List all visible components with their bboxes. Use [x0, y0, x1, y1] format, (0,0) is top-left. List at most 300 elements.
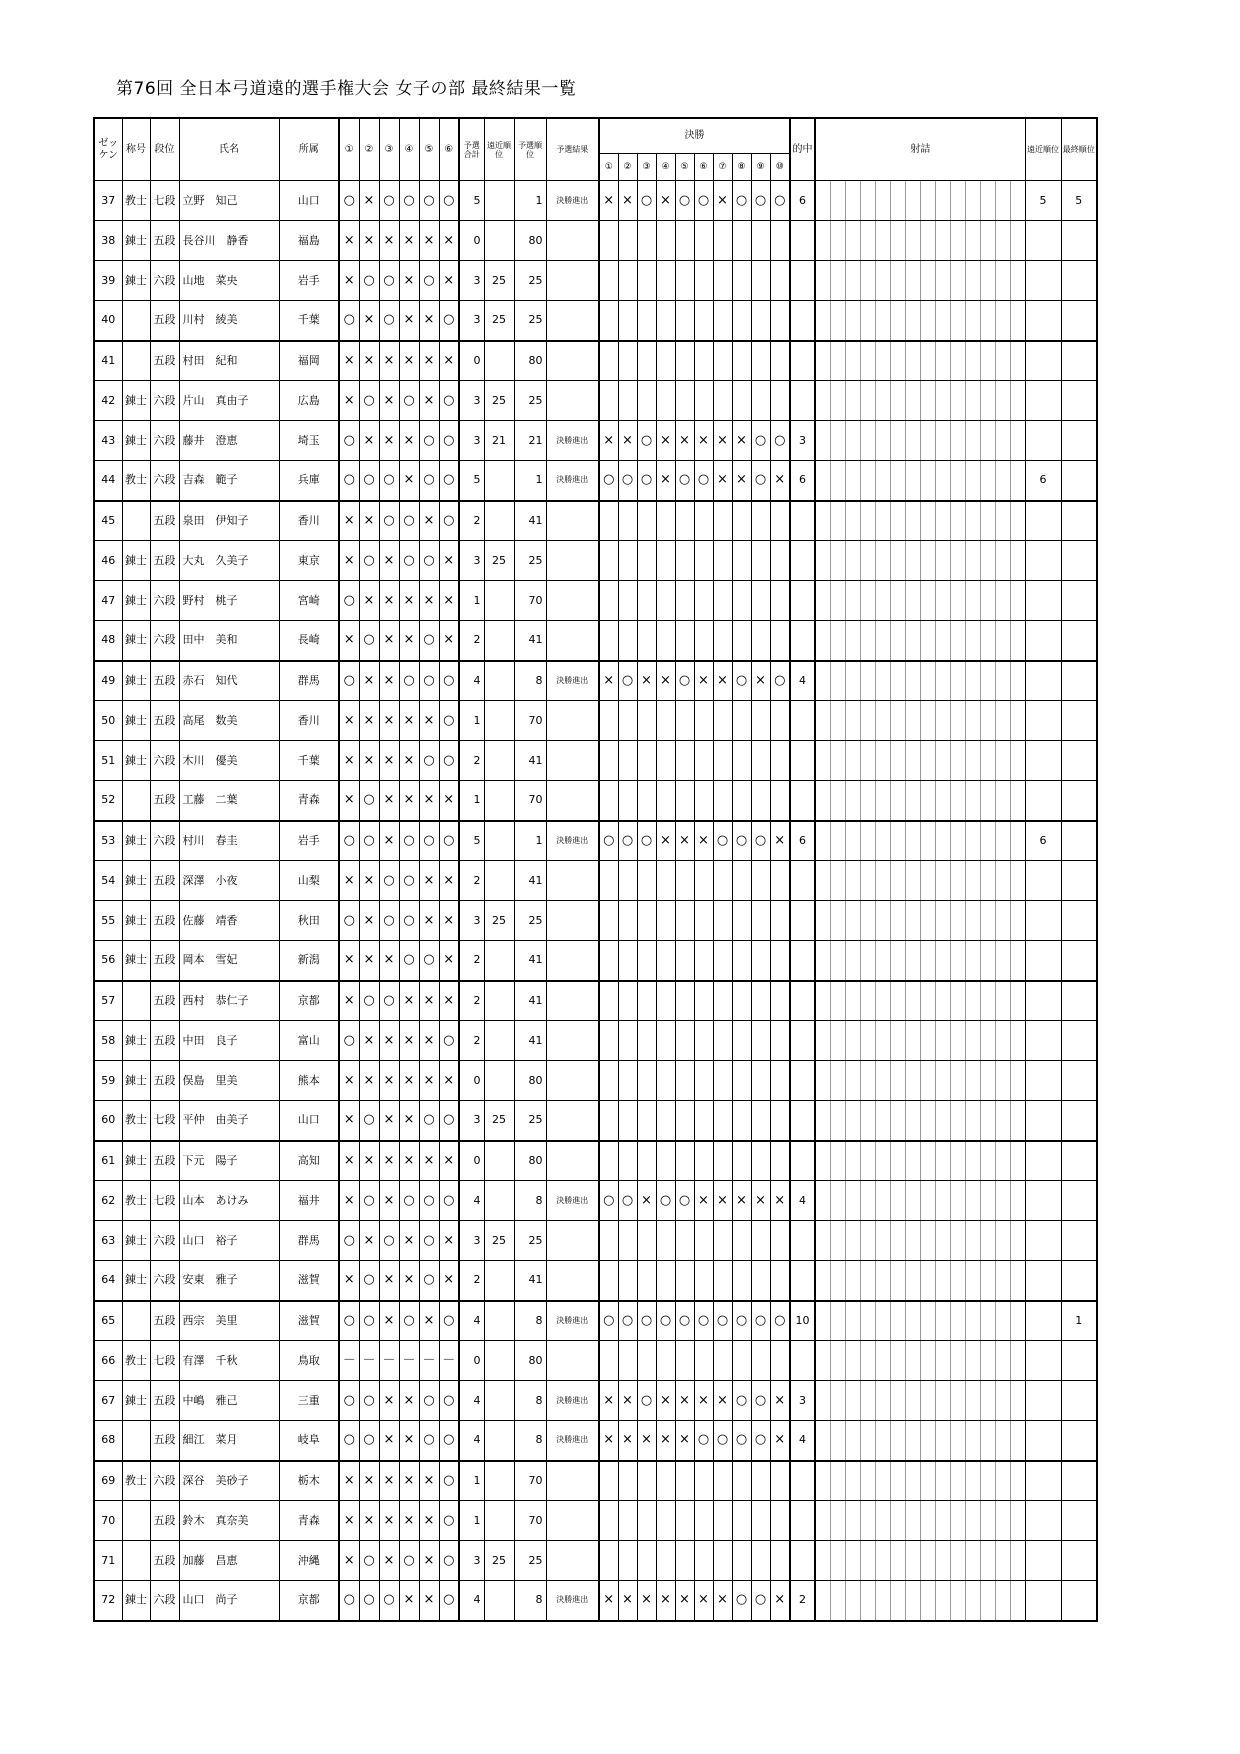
- final-rank-cell: [1061, 621, 1097, 661]
- final-shot-cell: [637, 1261, 656, 1301]
- prelim-shot-cell: ×: [379, 621, 399, 661]
- prelim-rank-cell: 25: [514, 1541, 546, 1581]
- final-shot-cell: ×: [637, 1421, 656, 1461]
- prelim-shot-cell: ×: [439, 981, 459, 1021]
- final-shot-cell: [770, 701, 790, 741]
- final-shot-cell: ×: [675, 1381, 694, 1421]
- final-shot-cell: ○: [599, 461, 618, 501]
- prelim-shot-cell: ×: [419, 781, 439, 821]
- prelim-shot-cell: ×: [359, 941, 379, 981]
- enkin-rank-cell: 6: [1025, 461, 1061, 501]
- prelim-result-cell: [546, 981, 599, 1021]
- final-shot-cell: [770, 861, 790, 901]
- final-shot-cell: ○: [656, 1181, 675, 1221]
- enkin-rank-cell: [1025, 501, 1061, 541]
- shogo-cell: 錬士: [122, 861, 150, 901]
- prelim-result-cell: 決勝進出: [546, 661, 599, 701]
- zekken-cell: 47: [94, 581, 122, 621]
- header-prelim-shot: ③: [379, 118, 399, 181]
- final-shot-cell: [675, 941, 694, 981]
- table-row: [94, 1501, 1097, 1541]
- shazume-cell: [815, 741, 1025, 781]
- final-shot-cell: [694, 941, 713, 981]
- prelim-result-cell: 決勝進出: [546, 1181, 599, 1221]
- shazume-cell: [815, 1221, 1025, 1261]
- final-shot-cell: ○: [770, 181, 790, 221]
- name-cell: 野村 桃子: [179, 581, 279, 621]
- prelim-shot-cell: ○: [439, 1301, 459, 1341]
- prelim-enkin-cell: [484, 1461, 514, 1501]
- prelim-shot-cell: ×: [419, 981, 439, 1021]
- final-shot-cell: ○: [694, 181, 713, 221]
- zekken-cell: 40: [94, 301, 122, 341]
- prelim-shot-cell: ○: [439, 701, 459, 741]
- prelim-shot-cell: ×: [359, 501, 379, 541]
- shazume-cell: [815, 1541, 1025, 1581]
- prelim-shot-cell: ×: [399, 341, 419, 381]
- hits-cell: [790, 581, 815, 621]
- shogo-cell: 錬士: [122, 581, 150, 621]
- shogo-cell: 錬士: [122, 1061, 150, 1101]
- table-row: [94, 1301, 1097, 1341]
- final-shot-cell: [637, 1021, 656, 1061]
- prelim-total-cell: 4: [459, 1301, 484, 1341]
- dan-cell: 六段: [150, 381, 179, 421]
- shazume-cell: [815, 821, 1025, 861]
- final-shot-cell: [694, 781, 713, 821]
- prelim-rank-cell: 1: [514, 821, 546, 861]
- pref-cell: 京都: [279, 1581, 339, 1621]
- prelim-shot-cell: ×: [379, 1101, 399, 1141]
- final-shot-cell: [618, 261, 637, 301]
- prelim-total-cell: 3: [459, 261, 484, 301]
- prelim-shot-cell: ×: [379, 1181, 399, 1221]
- dan-cell: 五段: [150, 1381, 179, 1421]
- shazume-cell: [815, 861, 1025, 901]
- dan-cell: 六段: [150, 1581, 179, 1621]
- prelim-enkin-cell: 25: [484, 541, 514, 581]
- prelim-result-cell: [546, 1461, 599, 1501]
- prelim-shot-cell: ○: [439, 1421, 459, 1461]
- prelim-shot-cell: ○: [439, 1381, 459, 1421]
- zekken-cell: 64: [94, 1261, 122, 1301]
- final-shot-cell: [751, 621, 770, 661]
- final-rank-cell: [1061, 221, 1097, 261]
- header-final-shot: ⑧: [732, 154, 751, 181]
- final-shot-cell: [751, 261, 770, 301]
- final-shot-cell: ×: [656, 461, 675, 501]
- pref-cell: 千葉: [279, 301, 339, 341]
- prelim-shot-cell: ○: [359, 621, 379, 661]
- prelim-shot-cell: ○: [419, 1261, 439, 1301]
- pref-cell: 香川: [279, 501, 339, 541]
- table-row: [94, 941, 1097, 981]
- name-cell: 片山 真由子: [179, 381, 279, 421]
- prelim-shot-cell: ×: [339, 1141, 359, 1181]
- final-shot-cell: [675, 1261, 694, 1301]
- prelim-shot-cell: ○: [419, 941, 439, 981]
- prelim-shot-cell: ○: [379, 461, 399, 501]
- final-shot-cell: ○: [770, 1301, 790, 1341]
- dan-cell: 五段: [150, 341, 179, 381]
- prelim-result-cell: [546, 1261, 599, 1301]
- shazume-cell: [815, 1021, 1025, 1061]
- prelim-shot-cell: ×: [419, 701, 439, 741]
- final-shot-cell: [732, 1021, 751, 1061]
- prelim-total-cell: 5: [459, 821, 484, 861]
- pref-cell: 秋田: [279, 901, 339, 941]
- final-shot-cell: [599, 1501, 618, 1541]
- prelim-shot-cell: ×: [379, 1501, 399, 1541]
- prelim-enkin-cell: [484, 1421, 514, 1461]
- final-shot-cell: [732, 741, 751, 781]
- prelim-shot-cell: ×: [419, 1061, 439, 1101]
- final-shot-cell: ×: [770, 461, 790, 501]
- prelim-shot-cell: ×: [419, 301, 439, 341]
- final-shot-cell: [732, 1061, 751, 1101]
- prelim-total-cell: 1: [459, 1501, 484, 1541]
- final-shot-cell: [656, 1501, 675, 1541]
- enkin-rank-cell: [1025, 421, 1061, 461]
- final-shot-cell: [656, 301, 675, 341]
- final-shot-cell: ×: [732, 461, 751, 501]
- dan-cell: 五段: [150, 1021, 179, 1061]
- shazume-cell: [815, 701, 1025, 741]
- prelim-total-cell: 3: [459, 421, 484, 461]
- prelim-rank-cell: 41: [514, 621, 546, 661]
- final-shot-cell: [713, 581, 732, 621]
- hits-cell: [790, 1501, 815, 1541]
- shazume-cell: [815, 541, 1025, 581]
- final-shot-cell: [751, 781, 770, 821]
- enkin-rank-cell: [1025, 1221, 1061, 1261]
- prelim-shot-cell: ×: [339, 1461, 359, 1501]
- zekken-cell: 38: [94, 221, 122, 261]
- header-name: 氏名: [179, 118, 279, 181]
- final-shot-cell: [675, 261, 694, 301]
- final-shot-cell: [751, 1141, 770, 1181]
- final-shot-cell: [637, 981, 656, 1021]
- prelim-total-cell: 5: [459, 181, 484, 221]
- final-shot-cell: [675, 701, 694, 741]
- zekken-cell: 72: [94, 1581, 122, 1621]
- header-hits: 的中: [790, 118, 815, 181]
- dan-cell: 六段: [150, 1461, 179, 1501]
- prelim-shot-cell: ×: [379, 1141, 399, 1181]
- final-shot-cell: [618, 541, 637, 581]
- table-row: [94, 261, 1097, 301]
- prelim-shot-cell: ×: [399, 301, 419, 341]
- prelim-shot-cell: ○: [419, 661, 439, 701]
- prelim-shot-cell: ×: [339, 541, 359, 581]
- hits-cell: [790, 301, 815, 341]
- final-shot-cell: [770, 501, 790, 541]
- final-shot-cell: ○: [751, 181, 770, 221]
- enkin-rank-cell: [1025, 1541, 1061, 1581]
- final-shot-cell: [656, 501, 675, 541]
- dan-cell: 五段: [150, 781, 179, 821]
- prelim-shot-cell: ×: [359, 221, 379, 261]
- zekken-cell: 44: [94, 461, 122, 501]
- pref-cell: 群馬: [279, 1221, 339, 1261]
- prelim-total-cell: 4: [459, 1421, 484, 1461]
- final-shot-cell: [656, 1061, 675, 1101]
- prelim-total-cell: 0: [459, 1341, 484, 1381]
- final-shot-cell: [732, 301, 751, 341]
- pref-cell: 山口: [279, 181, 339, 221]
- prelim-shot-cell: ×: [359, 181, 379, 221]
- final-shot-cell: ×: [656, 821, 675, 861]
- final-shot-cell: ○: [770, 661, 790, 701]
- final-rank-cell: [1061, 541, 1097, 581]
- enkin-rank-cell: [1025, 301, 1061, 341]
- hits-cell: [790, 501, 815, 541]
- prelim-rank-cell: 8: [514, 1181, 546, 1221]
- pref-cell: 福井: [279, 1181, 339, 1221]
- table-row: [94, 821, 1097, 861]
- final-rank-cell: 5: [1061, 181, 1097, 221]
- prelim-enkin-cell: [484, 1181, 514, 1221]
- final-shot-cell: [751, 301, 770, 341]
- final-shot-cell: [656, 1341, 675, 1381]
- enkin-rank-cell: [1025, 581, 1061, 621]
- final-shot-cell: ×: [656, 181, 675, 221]
- final-shot-cell: [770, 781, 790, 821]
- final-shot-cell: [732, 1101, 751, 1141]
- pref-cell: 栃木: [279, 1461, 339, 1501]
- shazume-cell: [815, 421, 1025, 461]
- prelim-shot-cell: ○: [339, 581, 359, 621]
- final-shot-cell: [675, 621, 694, 661]
- shogo-cell: 錬士: [122, 1141, 150, 1181]
- prelim-shot-cell: ×: [379, 781, 399, 821]
- final-shot-cell: [694, 501, 713, 541]
- prelim-shot-cell: ○: [419, 1181, 439, 1221]
- zekken-cell: 68: [94, 1421, 122, 1461]
- table-row: [94, 181, 1097, 221]
- final-rank-cell: [1061, 1061, 1097, 1101]
- prelim-total-cell: 3: [459, 901, 484, 941]
- final-shot-cell: [656, 581, 675, 621]
- header-prelim-total: 予選合計: [459, 118, 484, 181]
- final-shot-cell: [713, 701, 732, 741]
- prelim-rank-cell: 70: [514, 1501, 546, 1541]
- dan-cell: 五段: [150, 1501, 179, 1541]
- final-rank-cell: [1061, 381, 1097, 421]
- final-shot-cell: [599, 861, 618, 901]
- final-shot-cell: [751, 381, 770, 421]
- hits-cell: [790, 261, 815, 301]
- shogo-cell: 錬士: [122, 741, 150, 781]
- prelim-result-cell: [546, 781, 599, 821]
- final-shot-cell: [637, 901, 656, 941]
- header-final-shot: ④: [656, 154, 675, 181]
- name-cell: 工藤 二葉: [179, 781, 279, 821]
- final-shot-cell: [618, 1221, 637, 1261]
- prelim-shot-cell: ○: [339, 1581, 359, 1621]
- prelim-rank-cell: 25: [514, 261, 546, 301]
- final-rank-cell: [1061, 941, 1097, 981]
- hits-cell: 6: [790, 181, 815, 221]
- final-shot-cell: [713, 541, 732, 581]
- pref-cell: 山梨: [279, 861, 339, 901]
- prelim-enkin-cell: [484, 1301, 514, 1341]
- final-shot-cell: [656, 1541, 675, 1581]
- header-final-shot: ⑩: [770, 154, 790, 181]
- prelim-total-cell: 3: [459, 541, 484, 581]
- prelim-total-cell: 0: [459, 1061, 484, 1101]
- final-shot-cell: [599, 1101, 618, 1141]
- final-shot-cell: [599, 221, 618, 261]
- zekken-cell: 50: [94, 701, 122, 741]
- prelim-result-cell: [546, 1221, 599, 1261]
- zekken-cell: 63: [94, 1221, 122, 1261]
- name-cell: 高尾 数美: [179, 701, 279, 741]
- shazume-cell: [815, 581, 1025, 621]
- prelim-shot-cell: ×: [379, 421, 399, 461]
- final-shot-cell: ×: [675, 1581, 694, 1621]
- prelim-shot-cell: ○: [399, 1301, 419, 1341]
- prelim-shot-cell: ○: [359, 1541, 379, 1581]
- zekken-cell: 59: [94, 1061, 122, 1101]
- prelim-shot-cell: ○: [399, 501, 419, 541]
- table-row: [94, 1461, 1097, 1501]
- header-prelim-result: 予選結果: [546, 118, 599, 181]
- table-row: [94, 1541, 1097, 1581]
- final-rank-cell: [1061, 821, 1097, 861]
- header-final-shot: ⑦: [713, 154, 732, 181]
- final-rank-cell: [1061, 781, 1097, 821]
- final-shot-cell: [637, 501, 656, 541]
- prelim-shot-cell: ×: [439, 1261, 459, 1301]
- shogo-cell: 錬士: [122, 381, 150, 421]
- final-shot-cell: ○: [732, 1381, 751, 1421]
- enkin-rank-cell: [1025, 861, 1061, 901]
- prelim-shot-cell: ○: [339, 181, 359, 221]
- prelim-rank-cell: 25: [514, 541, 546, 581]
- final-shot-cell: ○: [751, 1381, 770, 1421]
- prelim-shot-cell: ×: [379, 541, 399, 581]
- shazume-cell: [815, 621, 1025, 661]
- final-shot-cell: [732, 981, 751, 1021]
- final-shot-cell: [713, 1221, 732, 1261]
- prelim-enkin-cell: [484, 1021, 514, 1061]
- shazume-cell: [815, 1301, 1025, 1341]
- header-final-shot: ①: [599, 154, 618, 181]
- prelim-shot-cell: ○: [339, 821, 359, 861]
- prelim-total-cell: 3: [459, 301, 484, 341]
- table-row: [94, 341, 1097, 381]
- hits-cell: 4: [790, 661, 815, 701]
- prelim-shot-cell: ×: [339, 941, 359, 981]
- prelim-shot-cell: ×: [399, 1381, 419, 1421]
- final-shot-cell: [732, 941, 751, 981]
- shogo-cell: 錬士: [122, 701, 150, 741]
- name-cell: 山本 あけみ: [179, 1181, 279, 1221]
- final-shot-cell: [713, 781, 732, 821]
- prelim-shot-cell: ○: [439, 1541, 459, 1581]
- prelim-result-cell: 決勝進出: [546, 461, 599, 501]
- final-shot-cell: [751, 1061, 770, 1101]
- final-shot-cell: [713, 1461, 732, 1501]
- dan-cell: 六段: [150, 821, 179, 861]
- prelim-shot-cell: ×: [439, 781, 459, 821]
- hits-cell: [790, 1061, 815, 1101]
- final-shot-cell: [732, 1341, 751, 1381]
- prelim-shot-cell: ×: [359, 901, 379, 941]
- final-shot-cell: [599, 781, 618, 821]
- final-shot-cell: [770, 901, 790, 941]
- final-shot-cell: [732, 261, 751, 301]
- final-shot-cell: [618, 981, 637, 1021]
- final-shot-cell: [694, 341, 713, 381]
- final-shot-cell: ○: [675, 1301, 694, 1341]
- prelim-shot-cell: ×: [439, 261, 459, 301]
- prelim-rank-cell: 1: [514, 461, 546, 501]
- prelim-enkin-cell: [484, 1341, 514, 1381]
- final-shot-cell: [713, 1341, 732, 1381]
- prelim-shot-cell: ×: [359, 1021, 379, 1061]
- final-shot-cell: [656, 741, 675, 781]
- final-shot-cell: [675, 1501, 694, 1541]
- table-row: [94, 1261, 1097, 1301]
- final-shot-cell: ×: [618, 1581, 637, 1621]
- prelim-shot-cell: ○: [359, 981, 379, 1021]
- prelim-rank-cell: 1: [514, 181, 546, 221]
- prelim-shot-cell: ×: [339, 861, 359, 901]
- prelim-total-cell: 1: [459, 701, 484, 741]
- prelim-result-cell: [546, 901, 599, 941]
- header-prelim-shot: ②: [359, 118, 379, 181]
- prelim-rank-cell: 25: [514, 1221, 546, 1261]
- prelim-rank-cell: 70: [514, 781, 546, 821]
- shogo-cell: 錬士: [122, 621, 150, 661]
- final-shot-cell: [694, 1141, 713, 1181]
- prelim-enkin-cell: [484, 981, 514, 1021]
- final-shot-cell: [675, 501, 694, 541]
- prelim-rank-cell: 21: [514, 421, 546, 461]
- name-cell: 村田 紀和: [179, 341, 279, 381]
- final-shot-cell: [618, 381, 637, 421]
- pref-cell: 長崎: [279, 621, 339, 661]
- prelim-total-cell: 1: [459, 1461, 484, 1501]
- prelim-shot-cell: ○: [339, 661, 359, 701]
- final-shot-cell: [713, 1061, 732, 1101]
- table-row: [94, 1421, 1097, 1461]
- final-shot-cell: [675, 901, 694, 941]
- prelim-shot-cell: ○: [379, 181, 399, 221]
- prelim-total-cell: 3: [459, 381, 484, 421]
- zekken-cell: 52: [94, 781, 122, 821]
- table-row: [94, 741, 1097, 781]
- prelim-enkin-cell: [484, 1381, 514, 1421]
- final-rank-cell: [1061, 1341, 1097, 1381]
- prelim-shot-cell: ×: [359, 1461, 379, 1501]
- shogo-cell: 錬士: [122, 821, 150, 861]
- final-shot-cell: [675, 981, 694, 1021]
- header-prelim-rank: 予選順位: [514, 118, 546, 181]
- shogo-cell: 錬士: [122, 1021, 150, 1061]
- prelim-shot-cell: －: [419, 1341, 439, 1381]
- final-rank-cell: [1061, 461, 1097, 501]
- hits-cell: [790, 1461, 815, 1501]
- final-shot-cell: [770, 1261, 790, 1301]
- prelim-shot-cell: ○: [419, 1421, 439, 1461]
- final-shot-cell: [770, 581, 790, 621]
- pref-cell: 岐阜: [279, 1421, 339, 1461]
- prelim-shot-cell: ×: [439, 541, 459, 581]
- final-shot-cell: [656, 1261, 675, 1301]
